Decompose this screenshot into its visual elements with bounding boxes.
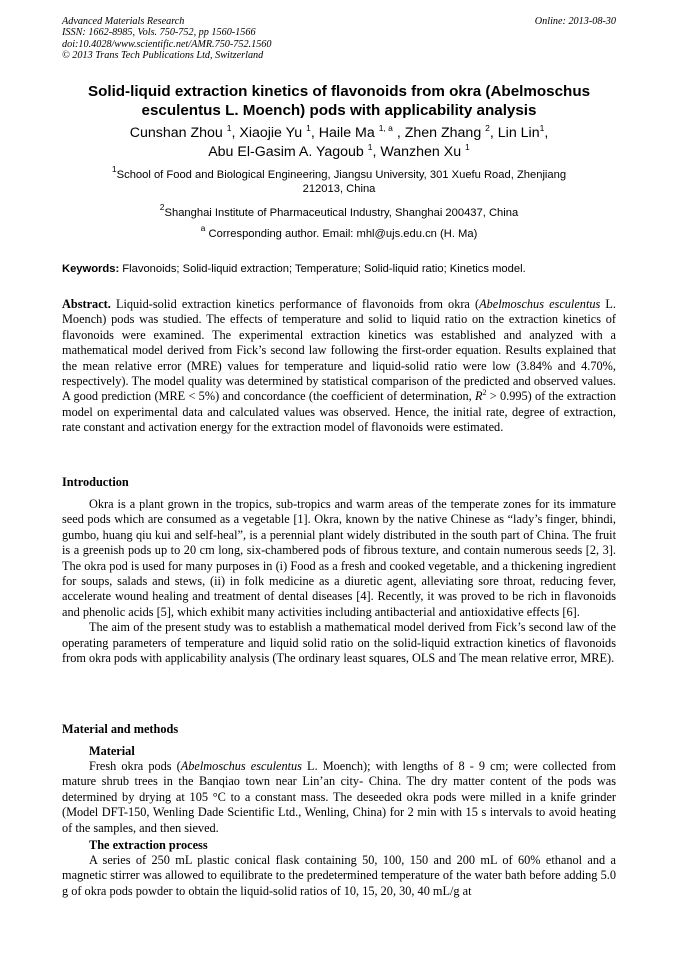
corresponding-email: Corresponding author. Email: mhl@ujs.edu.cn (H. Ma) xyxy=(205,228,478,240)
affiliation-mark: 1 xyxy=(111,164,117,174)
paragraph: The aim of the present study was to establish a mathematical model derived from Fick’s second law of the operating parameters of temperature and liquid solid ratio on the solid-liquid extraction kinetics of flavonoids from okra pods with applicability analysis (The ordinary least squares, OLS and The mean relative error, MRE). xyxy=(62,620,616,666)
paragraph: Okra is a plant grown in the tropics, sub-tropics and warm areas of the temperate zones for its immature seed pods which are consumed as a vegetable [1]. Okra, known by the native Chinese as “lady’s finger, bhindi, gumbo, huang qiu kui and self-heal”, is a perennial plant widely distributed in the south part of China. The fruit is a greenish pods up to 20 cm long, six-chambered pods of fibrous texture, and contain numerous seeds [2, 3]. The okra pod is used for many purposes in (i) Food as a fresh and cooked vegetable, and a thickening ingredient for soups, salads and stews, (ii) in folk medicine as a diuretic agent, alleviating sore throat, reducing fever, accelerate wound healing and treatment of dental diseases [4]. Recently, it was proved to be rich in flavonoids and phenolic acids [5], which exhibit many activities including antibacterial and antioxidative effects [6]. xyxy=(62,497,616,619)
paragraph: Fresh okra pods (Abelmoschus esculentus L. Moench); with lengths of 8 - 9 cm; were collected from mature shrub trees in the Banqiao town near Lin’an city- China. The dry matter content of the pods was determined by drying at 105 °C to a constant mass. The deseeded okra pods were milled in a knife grinder (Model DFT-150, Wenling Dade Scientific Ltd., Wenling, China) for 2 min with 15 s intervals to avoid heating of the samples, and then sieved. xyxy=(62,759,616,835)
journal-header xyxy=(62,16,616,62)
keywords-text: Flavonoids; Solid-liquid extraction; Temperature; Solid-liquid ratio; Kinetics model. xyxy=(119,263,526,275)
author-name: , Lin Lin xyxy=(489,125,540,141)
online-date: Online: 2013-08-30 xyxy=(534,16,616,27)
affiliation-1 xyxy=(62,164,616,196)
extraction-subheading: The extraction process xyxy=(89,838,208,852)
species-name: Abelmoschus esculentus xyxy=(479,297,601,311)
author-affiliation-mark: 1 xyxy=(539,123,545,133)
author-affiliation-mark: 1 xyxy=(306,123,311,133)
author-name: , Wanzhen Xu xyxy=(372,143,466,160)
introduction-heading: Introduction xyxy=(62,475,129,489)
material-body xyxy=(62,759,616,836)
affiliation-mark: 2 xyxy=(159,202,165,212)
affiliation-2 xyxy=(62,202,616,220)
title-line: esculentus L. Moench) pods with applicability analysis xyxy=(141,102,537,119)
author-affiliation-mark: 1 xyxy=(226,123,232,133)
journal-info xyxy=(62,16,616,62)
journal-issn: ISSN: 1662-8985, Vols. 750-752, pp 1560-1566 xyxy=(62,27,256,39)
keywords xyxy=(62,262,616,276)
author-affiliation-mark: 1, a xyxy=(378,123,393,133)
corresponding-author xyxy=(62,223,616,241)
author-name: , Haile Ma xyxy=(310,125,379,141)
author-line xyxy=(60,143,618,162)
journal-name: Advanced Materials Research xyxy=(62,16,185,27)
author-name: , Zhen Zhang xyxy=(392,125,486,141)
species-name: Abelmoschus esculentus xyxy=(180,759,302,773)
abstract-text: L. Moench) pods was studied. The effects of temperature and solid to liquid ratio on the extraction kinetics of flavonoids were examined. The experimental extraction kinetics was established and analyzed with a mathematical model derived from Fick’s second law following the first-order equation. Results explained that the mean relative error (MRE) values for temperature and liquid-solid ratio were low (3.84% and 4.70%, respectively). The model quality was determined by statistical comparison of the predicted and observed values. A good prediction (MRE < 5%) and concordance (the coefficient of determination, xyxy=(62,297,616,404)
abstract-label: Abstract. xyxy=(62,297,111,311)
introduction-body xyxy=(62,497,616,666)
author-list xyxy=(60,124,618,161)
paragraph: A series of 250 mL plastic conical flask containing 50, 100, 150 and 200 mL of 60% ethanol and a magnetic stirrer was allowed to equilibrate to the predetermined temperature of the water bath before adding 5.0 g of okra pods powder to obtain the liquid-solid ratios of 10, 15, 20, 30, 40 mL/g at xyxy=(62,853,616,898)
title-line: Solid-liquid extraction kinetics of flavonoids from okra (Abelmoschus xyxy=(87,83,591,100)
journal-copyright: © 2013 Trans Tech Publications Ltd, Switzerland xyxy=(62,50,264,62)
author-name: Cunshan Zhou xyxy=(129,125,227,141)
extraction-body xyxy=(62,853,616,899)
author-affiliation-mark: 2 xyxy=(485,123,490,133)
r-squared-exponent: 2 xyxy=(482,388,487,398)
material-subheading: Material xyxy=(89,744,135,758)
abstract xyxy=(62,297,616,436)
paper-title xyxy=(50,82,628,120)
journal-doi: doi:10.4028/www.scientific.net/AMR.750-752.1560 xyxy=(62,38,272,50)
author-affiliation-mark: 1 xyxy=(465,141,470,152)
author-separator: , xyxy=(544,125,549,141)
affiliation-text: 212013, China xyxy=(302,183,376,195)
author-line xyxy=(60,124,618,143)
author-affiliation-mark: 1 xyxy=(367,141,373,152)
author-name: , Xiaojie Yu xyxy=(231,125,307,141)
abstract-text: > 0.995) of the extraction model on experimental data and calculated values was observed. Hence, the initial rate, degree of extraction, rate constant and activation energy for the extraction model of flavonoids were estimated. xyxy=(62,389,616,435)
r-squared-symbol: R xyxy=(475,389,483,404)
keywords-label: Keywords: xyxy=(62,263,120,275)
affiliation-text: School of Food and Biological Engineering, Jiangsu University, 301 Xuefu Road, Zhenjiang xyxy=(116,169,567,181)
author-name: Abu El-Gasim A. Yagoub xyxy=(208,143,368,160)
affiliation-text: Shanghai Institute of Pharmaceutical Industry, Shanghai 200437, China xyxy=(164,207,519,219)
corresponding-mark: a xyxy=(200,223,206,233)
abstract-text: Liquid-solid extraction kinetics performance of flavonoids from okra ( xyxy=(110,297,480,311)
methods-heading: Material and methods xyxy=(62,722,179,736)
